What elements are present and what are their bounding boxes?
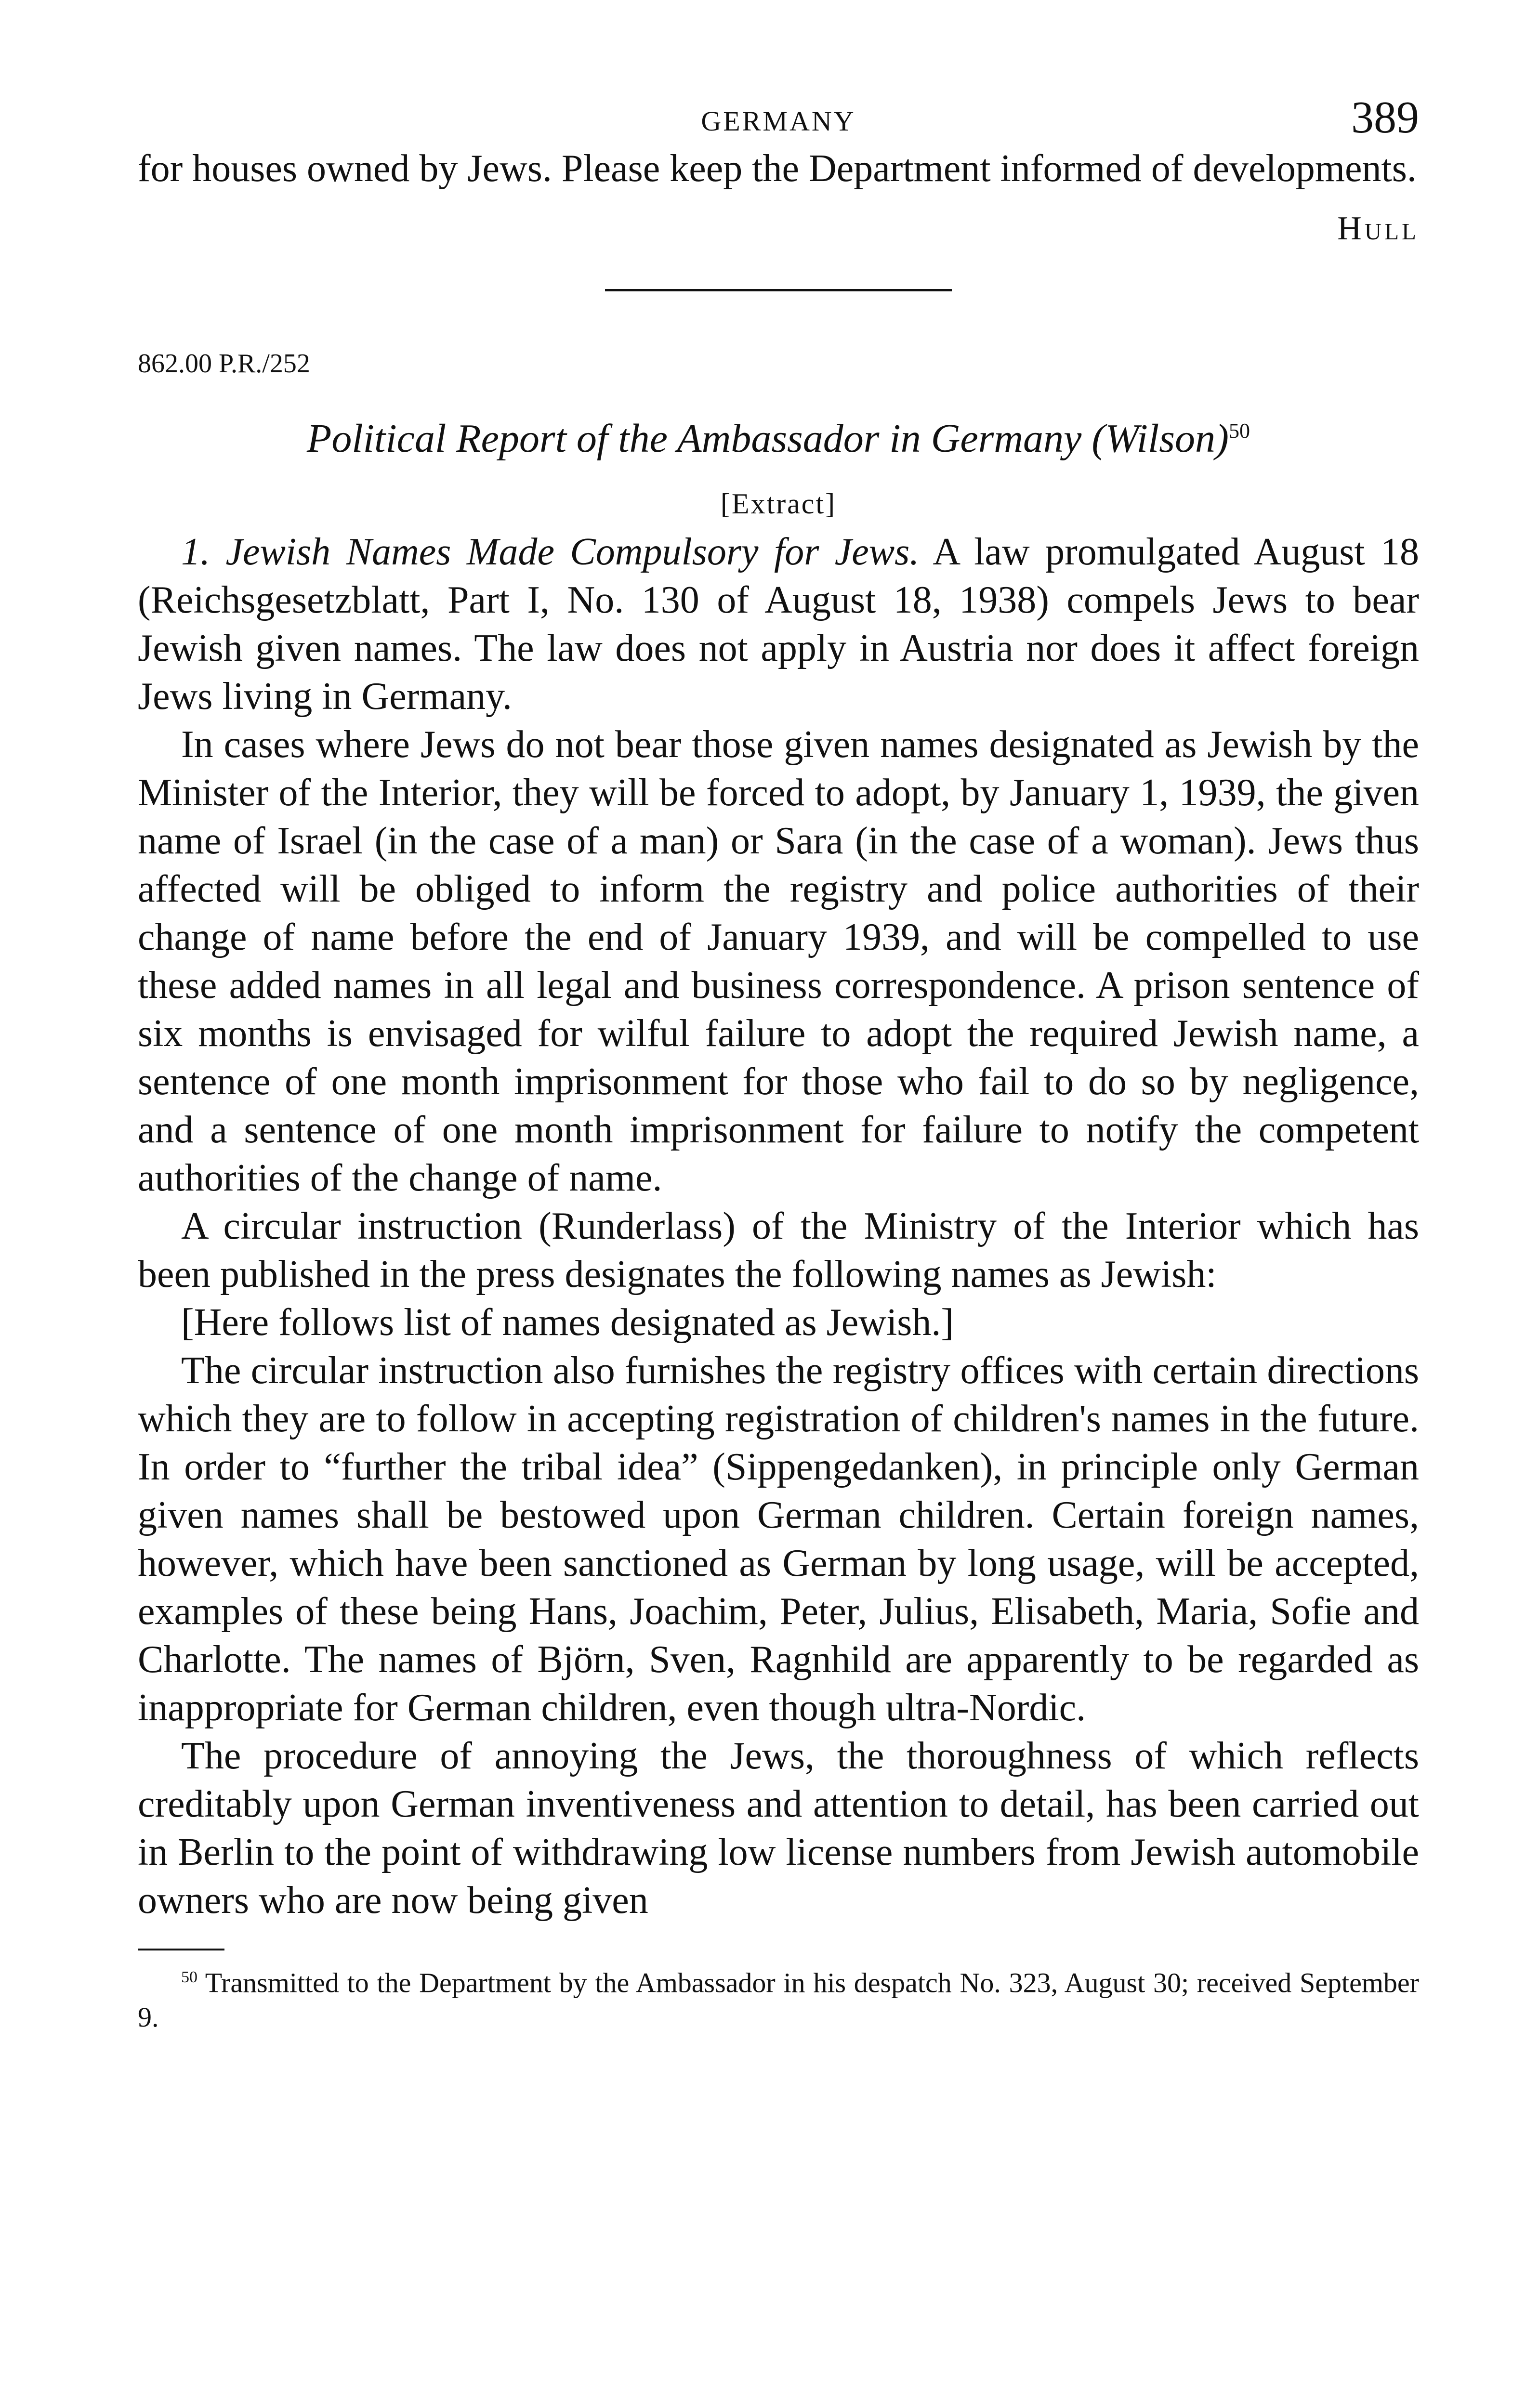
footnote bbox=[138, 1960, 1419, 2035]
continuation-paragraph: for houses owned by Jews. Please keep the Department informed of developments. bbox=[138, 147, 1417, 190]
document-title bbox=[138, 405, 1419, 465]
footnote-reference: 50 bbox=[1228, 419, 1250, 443]
body-paragraph-4: [Here follows list of names designated as Jewish.] bbox=[181, 1301, 954, 1344]
footnote-marker: 50 bbox=[181, 1968, 197, 1986]
section-heading: 1. Jewish Names Made Compulsory for Jews. bbox=[181, 531, 920, 573]
body-paragraph-3: A circular instruction (Runderlass) of the Ministry of the Interior which has been published in the press designates the following names as Jewish: bbox=[138, 1205, 1419, 1296]
extract-label: [Extract] bbox=[720, 488, 837, 520]
document-title-text: Political Report of the Ambassador in Germany (Wilson) bbox=[307, 416, 1229, 461]
body-paragraph-1 bbox=[138, 528, 1419, 720]
footnote-text: Transmitted to the Department by the Ambassador in his despatch No. 323, August 30; received September 9. bbox=[138, 1967, 1419, 2033]
body-paragraph-5: The circular instruction also furnishes the registry offices with certain directions which they are to follow in accepting registration of children's names in the future. In order to “further the tribal idea” (Sippengedanken), in principle only German given names shall be bestowed upon German children. Certain foreign names, however, which have been sanctioned as German by long usage, will be accepted, examples of these being Hans, Joachim, Peter, Julius, Elisabeth, Maria, Sofie and Charlotte. The names of Björn, Sven, Ragnhild are apparently to be regarded as inappropriate for German children, even though ultra-Nordic. bbox=[138, 1349, 1419, 1729]
page-number: 389 bbox=[1351, 92, 1419, 143]
running-header bbox=[138, 92, 1419, 144]
section-divider bbox=[605, 289, 952, 291]
footnote-divider bbox=[138, 1949, 224, 1950]
document-page bbox=[138, 92, 1419, 2035]
file-number: 862.00 P.R./252 bbox=[138, 349, 310, 379]
signature: Hull bbox=[1337, 210, 1419, 247]
body-paragraph-2: In cases where Jews do not bear those given names designated as Jewish by the Minister of the Interior, they will be forced to adopt, by January 1, 1939, the given name of Israel (in the case of a man) or Sara (in the case of a woman). Jews thus affected will be obliged to inform the registry and police authorities of their change of name before the end of January 1939, and will be compelled to use these added names in all legal and business correspondence. A prison sentence of six months is envisaged for wilful failure to adopt the required Jewish name, a sentence of one month imprisonment for those who fail to do so by negligence, and a sentence of one month imprisonment for failure to notify the competent authorities of the change of name. bbox=[138, 723, 1419, 1199]
body-paragraph-6: The procedure of annoying the Jews, the thoroughness of which reflects creditably upon German inventiveness and attention to detail, has been carried out in Berlin to the point of withdrawing low license numbers from Jewish automobile owners who are now being given bbox=[138, 1735, 1419, 1922]
running-title: GERMANY bbox=[701, 105, 856, 137]
paragraph-text: A law promulgated August 18 (Reichsgesetzblatt, Part I, No. 130 of August 18, 1938) compels Jews to bear Jewish given names. The law does not apply in Austria nor does it affect foreign Jews living in Germany. bbox=[138, 531, 1420, 718]
